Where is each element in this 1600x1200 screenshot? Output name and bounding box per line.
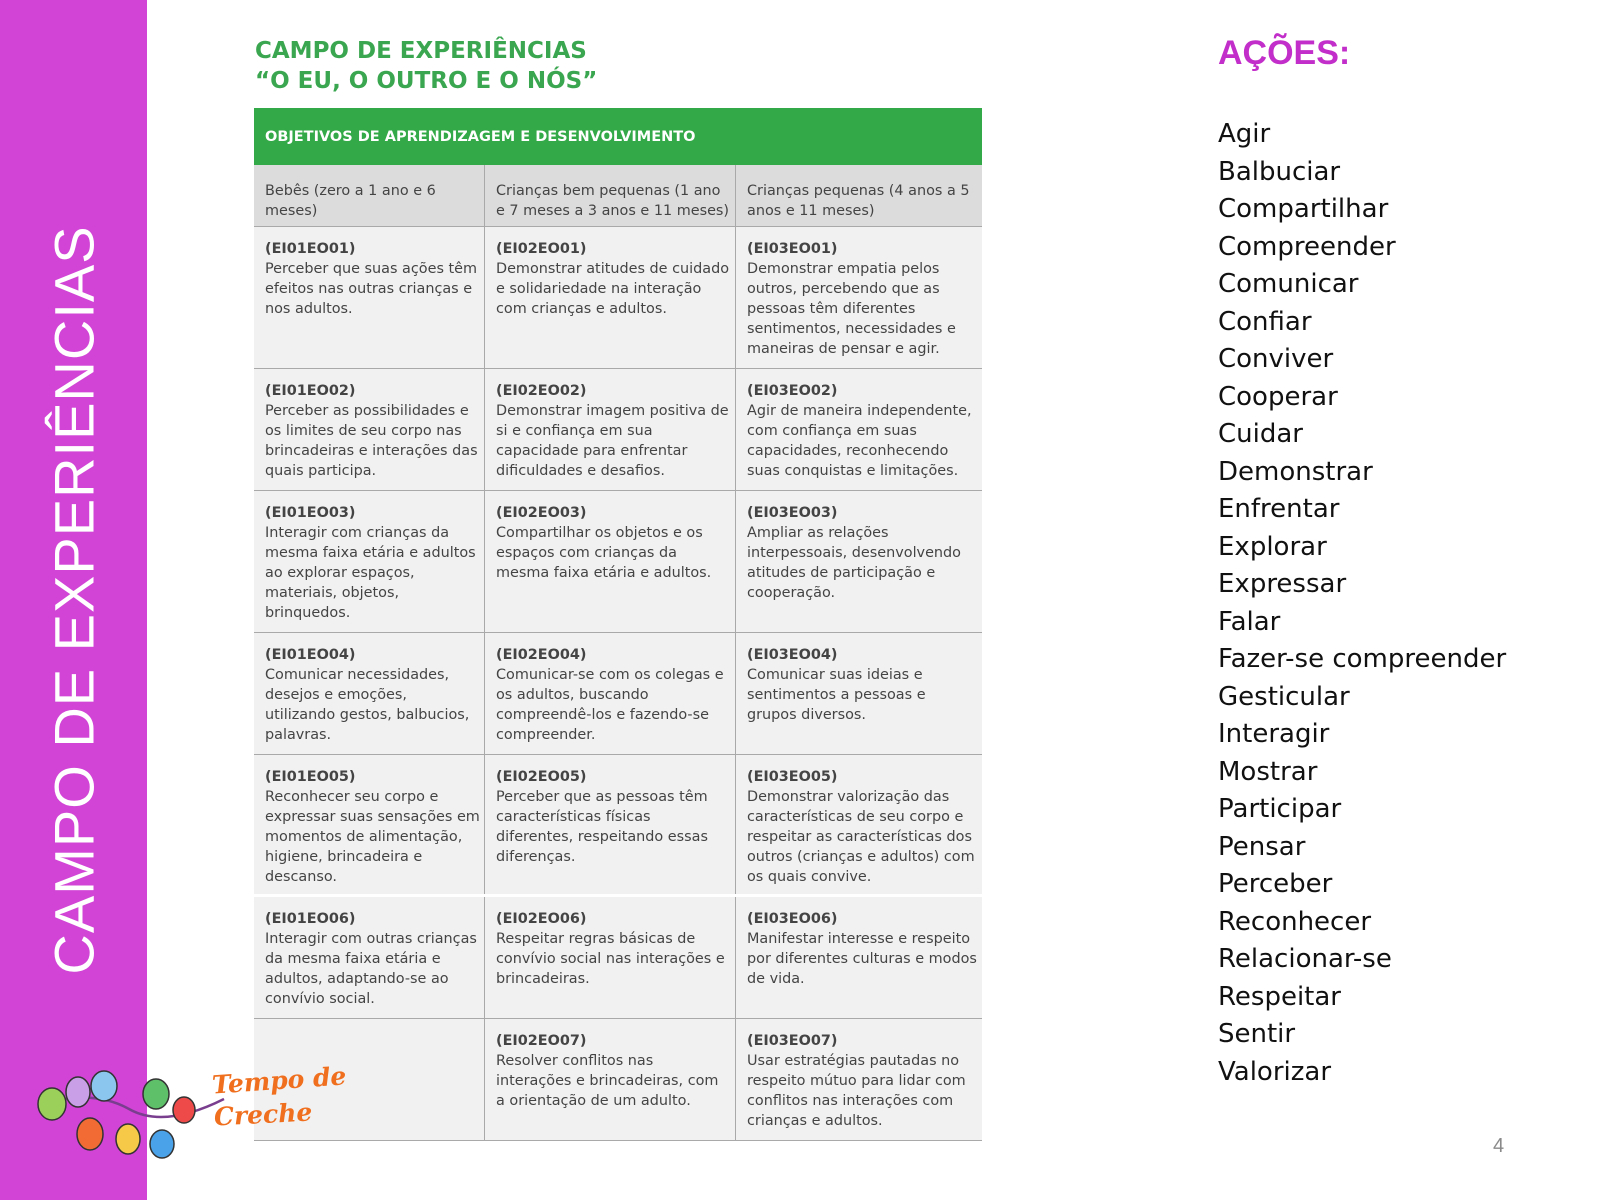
objective-text: Compartilhar os objetos e os espaços com crianças da mesma faixa etária e adultos.: [496, 525, 712, 581]
objective-code: (EI01EO03): [265, 505, 356, 521]
action-item: Demonstrar: [1218, 456, 1373, 487]
table-header: OBJETIVOS DE APRENDIZAGEM E DESENVOLVIMENTO: [254, 108, 982, 165]
objective-text: Reconhecer seu corpo e expressar suas sensações em momentos de alimentação, higiene, brincadeira e descanso.: [265, 789, 480, 885]
objective-text: Manifestar interesse e respeito por diferentes culturas e modos de vida.: [747, 931, 977, 987]
logo-balloon: [150, 1130, 174, 1158]
logo-balloon: [143, 1079, 169, 1109]
page-number: 4: [1493, 1135, 1505, 1157]
objective-code: (EI02EO05): [496, 769, 587, 785]
document-title-line2: “O EU, O OUTRO E O NÓS”: [255, 68, 598, 94]
table-cell: [485, 491, 736, 632]
objective-code: (EI03EO01): [747, 241, 838, 257]
table-cell: [254, 755, 485, 894]
action-item: Pensar: [1218, 831, 1306, 862]
sidebar-title: CAMPO DE EXPERIÊNCIAS: [42, 225, 106, 975]
table-cell: [485, 633, 736, 754]
logo-text-line1: Tempo de: [211, 1061, 348, 1100]
action-item: Mostrar: [1218, 756, 1318, 787]
objective-text: Perceber que as pessoas têm características físicas diferentes, respeitando essas diferenças.: [496, 789, 708, 865]
objective-code: (EI03EO05): [747, 769, 838, 785]
objective-text: Demonstrar atitudes de cuidado e solidariedade na interação com crianças e adultos.: [496, 261, 730, 317]
action-item: Gesticular: [1218, 681, 1350, 712]
logo-text-line2: Creche: [213, 1097, 313, 1132]
objective-text: Comunicar suas ideias e sentimentos a pessoas e grupos diversos.: [747, 667, 926, 723]
action-item: Compreender: [1218, 231, 1396, 262]
objective-code: (EI02EO04): [496, 647, 587, 663]
objective-code: (EI03EO04): [747, 647, 838, 663]
column-header: Bebês (zero a 1 ano e 6 meses): [254, 165, 485, 226]
table-row: [254, 755, 982, 897]
objective-code: (EI01EO06): [265, 911, 356, 927]
action-item: Conviver: [1218, 344, 1334, 374]
objective-text: Interagir com crianças da mesma faixa etária e adultos ao explorar espaços, materiais, objetos, brinquedos.: [265, 525, 476, 621]
table-cell: [736, 755, 982, 894]
table-body: [254, 227, 982, 1141]
table-cell: [254, 227, 485, 368]
logo-balloon: [116, 1124, 140, 1154]
action-item: Compartilhar: [1218, 194, 1389, 224]
objectives-table: [254, 108, 982, 1141]
action-item: Cuidar: [1218, 419, 1303, 449]
table-cell: [254, 633, 485, 754]
action-item: Enfrentar: [1218, 494, 1340, 524]
table-row: [254, 491, 982, 633]
table-cell: [254, 369, 485, 490]
age-group-row: [254, 165, 982, 227]
table-cell: [485, 369, 736, 490]
objective-text: Usar estratégias pautadas no respeito mútuo para lidar com conflitos nas interações com crianças e adultos.: [747, 1053, 966, 1129]
table-cell: [254, 897, 485, 1018]
objective-text: Perceber as possibilidades e os limites de seu corpo nas brincadeiras e interações das quais participa.: [265, 403, 478, 479]
objective-code: (EI02EO07): [496, 1033, 587, 1049]
objective-text: Interagir com outras crianças da mesma faixa etária e adultos, adaptando-se ao convívio social.: [265, 931, 477, 1007]
action-item: Falar: [1218, 606, 1281, 637]
action-item: Relacionar-se: [1218, 944, 1392, 974]
objective-code: (EI02EO06): [496, 911, 587, 927]
logo: [34, 1061, 348, 1174]
action-item: Explorar: [1218, 531, 1327, 562]
logo-balloon: [66, 1077, 90, 1107]
table-cell: [485, 1019, 736, 1140]
table-cell: [254, 491, 485, 632]
objective-code: (EI01EO05): [265, 769, 356, 785]
sidebar: [0, 0, 147, 1200]
objective-code: (EI03EO02): [747, 383, 838, 399]
objective-text: Ampliar as relações interpessoais, desenvolvendo atitudes de participação e cooperação.: [747, 525, 961, 601]
action-item: Expressar: [1218, 569, 1347, 599]
objective-code: (EI01EO01): [265, 241, 356, 257]
objective-text: Comunicar-se com os colegas e os adultos, buscando compreendê-los e fazendo-se compreender.: [496, 667, 724, 743]
objective-code: (EI03EO03): [747, 505, 838, 521]
document-title-line1: CAMPO DE EXPERIÊNCIAS: [255, 38, 587, 64]
table-cell: [736, 491, 982, 632]
objective-text: Respeitar regras básicas de convívio social nas interações e brincadeiras.: [496, 931, 725, 987]
action-item: Reconhecer: [1218, 906, 1372, 937]
table-cell: [736, 633, 982, 754]
objective-text: Demonstrar valorização das características de seu corpo e respeitar as características dos outros (crianças e adultos) com os quais convive.: [747, 789, 975, 885]
objective-text: Perceber que suas ações têm efeitos nas outras crianças e nos adultos.: [265, 261, 478, 317]
objective-code: (EI02EO03): [496, 505, 587, 521]
table-cell: [485, 897, 736, 1018]
objective-code: (EI02EO02): [496, 383, 587, 399]
action-item: Confiar: [1218, 306, 1312, 337]
actions-title: AÇÕES:: [1218, 34, 1351, 72]
action-item: Participar: [1218, 794, 1342, 824]
action-item: Respeitar: [1218, 981, 1341, 1012]
column-header: Crianças bem pequenas (1 ano e 7 meses a 3 anos e 11 meses): [485, 165, 736, 226]
table-row: [254, 633, 982, 755]
table-cell: [736, 369, 982, 490]
objective-code: (EI03EO07): [747, 1033, 838, 1049]
table-cell: [736, 897, 982, 1018]
objective-code: (EI02EO01): [496, 241, 587, 257]
action-item: Interagir: [1218, 719, 1330, 749]
action-item: Valorizar: [1218, 1056, 1332, 1087]
objective-text: Resolver conflitos nas interações e brincadeiras, com a orientação de um adulto.: [496, 1053, 719, 1109]
objective-text: Demonstrar imagem positiva de si e confiança em sua capacidade para enfrentar dificuldades e desafios.: [496, 403, 729, 479]
table-cell: [485, 227, 736, 368]
document-title: [255, 36, 597, 96]
objective-text: Demonstrar empatia pelos outros, percebendo que as pessoas têm diferentes sentimentos, necessidades e maneiras de pensar e agir.: [747, 261, 956, 357]
table-row: [254, 369, 982, 491]
table-cell: [736, 227, 982, 368]
action-item: Fazer-se compreender: [1218, 644, 1507, 674]
action-item: Perceber: [1218, 869, 1333, 899]
column-header: Crianças pequenas (4 anos a 5 anos e 11 meses): [747, 183, 970, 219]
logo-balloon: [38, 1088, 66, 1120]
table-cell: [736, 1019, 982, 1140]
objective-code: (EI01EO02): [265, 383, 356, 399]
action-item: Comunicar: [1218, 269, 1359, 299]
logo-balloon: [91, 1071, 117, 1101]
objective-text: Comunicar necessidades, desejos e emoções, utilizando gestos, balbucios, palavras.: [265, 667, 470, 743]
actions-list: [1218, 116, 1506, 1091]
action-item: Cooperar: [1218, 381, 1338, 412]
objective-code: (EI03EO06): [747, 911, 838, 927]
table-row: [254, 227, 982, 369]
objective-code: (EI01EO04): [265, 647, 356, 663]
logo-balloon: [173, 1097, 195, 1123]
objective-text: Agir de maneira independente, com confiança em suas capacidades, reconhecendo suas conquistas e limitações.: [747, 403, 972, 479]
logo-balloon: [77, 1118, 103, 1150]
table-cell: [485, 755, 736, 894]
table-row: [254, 897, 982, 1019]
action-item: Agir: [1218, 119, 1271, 149]
table-row: [254, 1019, 982, 1141]
action-item: Balbuciar: [1218, 156, 1341, 187]
action-item: Sentir: [1218, 1019, 1296, 1049]
